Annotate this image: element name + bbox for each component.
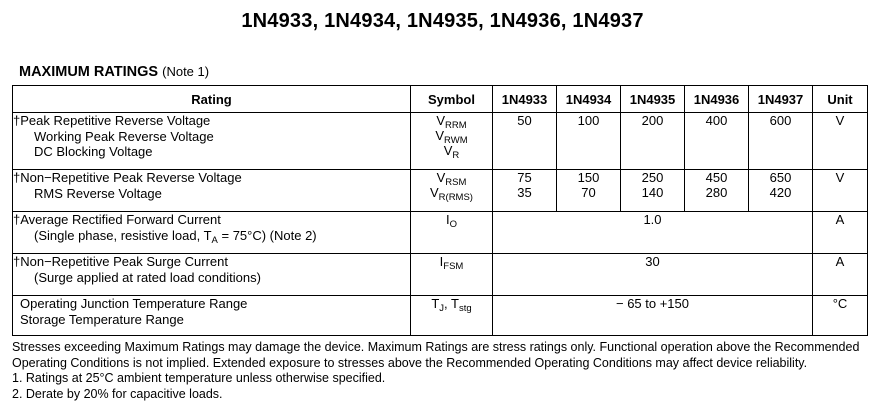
stress-disclaimer: Stresses exceeding Maximum Ratings may damage the device. Maximum Ratings are stress ratings only. Functional operation above the Recommended Operating Conditions is not implied. Extended exposure to stresses above the Recommended Operating Conditions may affect device reliability. <box>12 340 860 370</box>
section-title <box>19 64 209 80</box>
maximum-ratings-table <box>12 85 868 336</box>
rating-line: †Non−Repetitive Peak Reverse Voltage <box>13 170 242 185</box>
symbol-cell <box>411 254 493 296</box>
document-title: 1N4933, 1N4934, 1N4935, 1N4936, 1N4937 <box>241 10 644 32</box>
header-part-1n4935: 1N4935 <box>621 86 685 113</box>
symbol-vrrm: $V_{RRM}$ <box>436 113 467 131</box>
header-symbol: Symbol <box>411 86 493 113</box>
header-unit: Unit <box>813 86 868 113</box>
rating-line: †Average Rectified Forward Current <box>13 212 221 227</box>
value-cell: 400 <box>685 113 749 170</box>
rating-line: RMS Reverse Voltage <box>34 185 162 201</box>
value-cell: − 65 to +150 <box>493 296 813 336</box>
header-part-1n4936: 1N4936 <box>685 86 749 113</box>
value-cell: 1.0 <box>493 212 813 254</box>
symbol-tj-tstg: $T_J$, $T_{stg}$ <box>431 296 472 314</box>
symbol-io: $I_O$ <box>445 212 457 230</box>
symbol-cell <box>411 113 493 170</box>
rating-line: (Single phase, resistive load, $T_A = 75^\circ C$) (Note 2) <box>34 227 317 246</box>
rating-line: DC Blocking Voltage <box>34 144 153 159</box>
header-part-1n4934: 1N4934 <box>557 86 621 113</box>
symbol-cell <box>411 170 493 212</box>
header-part-1n4933: 1N4933 <box>493 86 557 113</box>
unit-cell: A <box>813 212 868 254</box>
symbol-cell <box>411 296 493 336</box>
table-row-surge-current <box>13 254 868 296</box>
table-row-reverse-voltage <box>13 113 868 170</box>
table-row-forward-current <box>13 212 868 254</box>
header-rating: Rating <box>13 86 411 113</box>
rating-cell <box>13 296 411 336</box>
rating-cell <box>13 113 411 170</box>
rating-cell <box>13 212 411 254</box>
value-cell: 100 <box>557 113 621 170</box>
unit-cell: V <box>813 113 868 170</box>
note-1: 1. Ratings at 25°C ambient temperature unless otherwise specified. <box>12 371 386 385</box>
value-cell: 450 280 <box>685 170 749 212</box>
value-cell: 200 <box>621 113 685 170</box>
table-row-temperature <box>13 296 868 336</box>
rating-line: †Peak Repetitive Reverse Voltage <box>13 113 211 128</box>
value-cell: 30 <box>493 254 813 296</box>
symbol-vrwm: $V_{RWM}$ <box>435 128 468 146</box>
rating-line: Operating Junction Temperature Range <box>20 296 248 311</box>
symbol-vr: $V_R$ <box>443 143 460 161</box>
header-part-1n4937: 1N4937 <box>749 86 813 113</box>
rating-line: Storage Temperature Range <box>20 311 184 327</box>
symbol-vrrms: $V_{R(RMS)}$ <box>430 185 473 203</box>
rating-line: †Non−Repetitive Peak Surge Current <box>13 254 228 269</box>
symbol-cell <box>411 212 493 254</box>
header-row <box>13 86 868 113</box>
value-cell: 50 <box>493 113 557 170</box>
section-title-note: (Note 1) <box>162 64 210 79</box>
symbol-ifsm: $I_{FSM}$ <box>439 254 464 272</box>
rating-line: Working Peak Reverse Voltage <box>34 128 214 144</box>
unit-cell: V <box>813 170 868 212</box>
rating-line: (Surge applied at rated load conditions) <box>34 269 261 285</box>
unit-cell: A <box>813 254 868 296</box>
value-cell: 600 <box>749 113 813 170</box>
section-title-text: MAXIMUM RATINGS <box>19 64 159 80</box>
value-cell: 250 140 <box>621 170 685 212</box>
rating-cell <box>13 170 411 212</box>
value-cell: 150 70 <box>557 170 621 212</box>
unit-cell: °C <box>813 296 868 336</box>
note-2: 2. Derate by 20% for capacitive loads. <box>12 386 223 401</box>
value-cell: 650 420 <box>749 170 813 212</box>
table-row-nonrep-reverse-voltage <box>13 170 868 212</box>
rating-cell <box>13 254 411 296</box>
notes-section <box>12 340 872 402</box>
value-cell: 75 35 <box>493 170 557 212</box>
symbol-vrsm: $V_{RSM}$ <box>436 170 467 188</box>
